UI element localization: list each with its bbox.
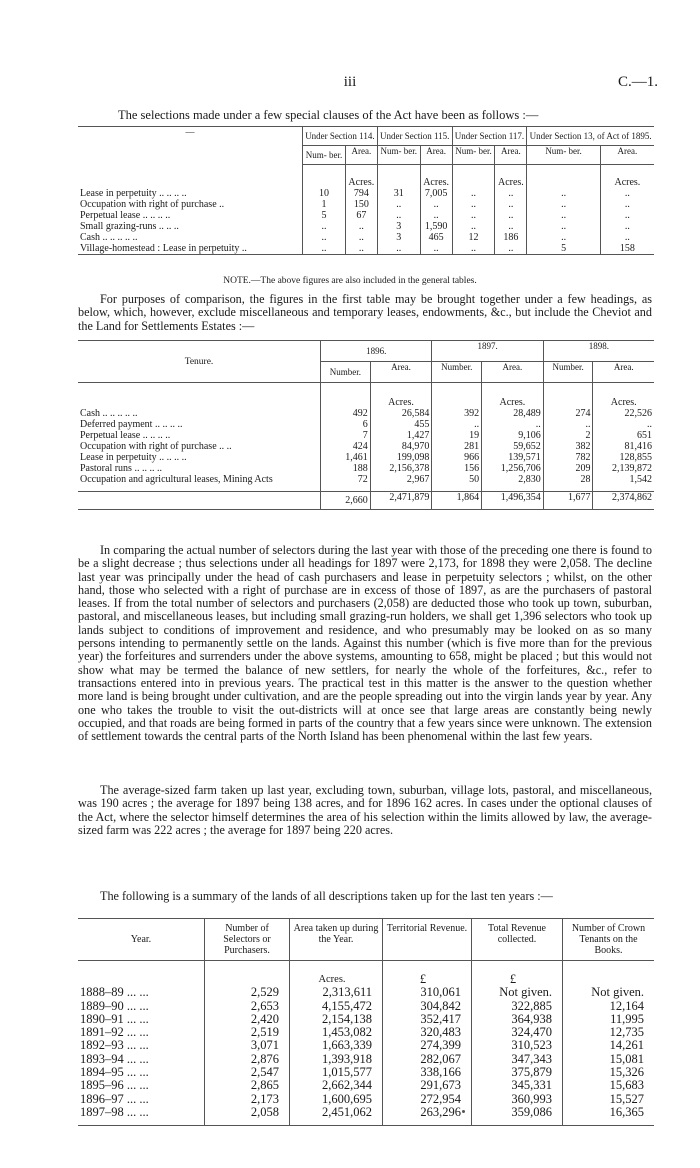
- table-cell: 2,865: [205, 1079, 290, 1092]
- table-cell: ..: [600, 232, 654, 243]
- row-label: Pastoral runs .. .. .. ..: [80, 463, 162, 474]
- table-cell: 19: [432, 430, 482, 441]
- table-cell: 199,098: [370, 452, 432, 463]
- table-cell: ..: [303, 243, 346, 255]
- document-reference: C.—1.: [617, 74, 658, 90]
- col-header: Territorial Revenue.: [383, 919, 472, 961]
- table-cell: 2,154,138: [290, 1013, 383, 1026]
- table-cell: 1,256,706: [482, 463, 544, 474]
- table-cell: 12,735: [563, 1026, 655, 1039]
- table-cell: 360,993: [472, 1093, 563, 1106]
- sub-header: Area.: [370, 362, 432, 383]
- table-row: [78, 452, 654, 463]
- table-cell: 651: [593, 430, 654, 441]
- table-cell: ..: [452, 188, 495, 199]
- table-row: [78, 232, 654, 243]
- average-farm-paragraph: The average-sized farm taken up last year, excluding town, suburban, village lots, pastoral, and miscellaneous, was 190 acres ; the average for 1897 being 138 acres, and for 1896 162 acres. In cases under the optional clauses of the Act, where the selector himself determines the area of his selection within the limits allowed by law, the average-sized farm was 222 acres ; the average for 1897 being 220 acres.: [78, 783, 652, 837]
- table-cell: 281: [432, 441, 482, 452]
- table-cell: 15,527: [563, 1093, 655, 1106]
- year-label: 1893–94 ... ...: [80, 1051, 149, 1066]
- table-cell: 1,015,577: [290, 1066, 383, 1079]
- row-label: Deferred payment .. .. .. ..: [80, 419, 183, 430]
- table-row: [78, 1026, 654, 1039]
- row-label: Perpetual lease .. .. .. ..: [80, 430, 171, 441]
- table-row: [78, 1013, 654, 1026]
- table-cell: 2,173: [205, 1093, 290, 1106]
- intro-text: The selections made under a few special clauses of the Act have been as follows :—: [118, 108, 539, 122]
- table-cell: 9,106: [482, 430, 544, 441]
- table-cell: 158: [600, 243, 654, 255]
- year-header: 1897.: [432, 341, 543, 362]
- col-header: Total Revenue collected.: [472, 919, 563, 961]
- sub-header: Area.: [600, 146, 654, 165]
- table-cell: 31: [377, 188, 420, 199]
- table-cell: 1: [303, 199, 346, 210]
- table-cell: ..: [600, 210, 654, 221]
- table-cell: ..: [303, 221, 346, 232]
- table-cell: 392: [432, 408, 482, 419]
- table-cell: 188: [321, 463, 371, 474]
- table-cell: ..: [420, 243, 452, 255]
- year-label: 1890–91 ... ...: [80, 1011, 149, 1026]
- table-cell: ..: [495, 188, 527, 199]
- table-cell: 2,139,872: [593, 463, 654, 474]
- table-cell: 1,542: [593, 474, 654, 485]
- row-label: Lease in perpetuity .. .. .. ..: [80, 188, 187, 199]
- table-cell: 1,461: [321, 452, 371, 463]
- table-row: [78, 408, 654, 419]
- units-label: £: [383, 961, 472, 987]
- row-label: Small grazing-runs .. .. ..: [80, 221, 179, 232]
- sub-header: Num- ber.: [303, 146, 346, 165]
- table-row: [78, 1079, 654, 1092]
- table-row: [78, 199, 654, 210]
- year-label: 1891–92 ... ...: [80, 1025, 149, 1040]
- table-cell: 794: [345, 188, 377, 199]
- table-cell: 322,885: [472, 1000, 563, 1013]
- units-label: Acres.: [290, 961, 383, 987]
- table-cell: 72: [321, 474, 371, 485]
- table-cell: Not given.: [563, 986, 655, 999]
- table-row: [78, 221, 654, 232]
- total-cell: 2,374,862: [593, 492, 654, 510]
- table-cell: 2,313,611: [290, 986, 383, 999]
- table-cell: ..: [482, 419, 544, 430]
- table-cell: 5: [303, 210, 346, 221]
- units-label: Acres.: [370, 383, 432, 409]
- table-row: [78, 1000, 654, 1013]
- table-cell: 465: [420, 232, 452, 243]
- table-cell: 2,967: [370, 474, 432, 485]
- table-cell: ..: [452, 221, 495, 232]
- table-cell: 424: [321, 441, 371, 452]
- units-label: Acres.: [600, 165, 654, 189]
- table-cell: 59,652: [482, 441, 544, 452]
- table-cell: 2,519: [205, 1026, 290, 1039]
- sub-header: Area.: [420, 146, 452, 165]
- table-cell: ..: [345, 221, 377, 232]
- row-label: Cash .. .. .. .. ..: [80, 408, 138, 419]
- table-cell: ..: [452, 199, 495, 210]
- table-row: [78, 430, 654, 441]
- table-cell: 2,876: [205, 1053, 290, 1066]
- table-cell: 274: [543, 408, 593, 419]
- table-row: [78, 243, 654, 255]
- table-row: [78, 188, 654, 199]
- group-header: Under Section 13, of Act of 1895.: [527, 127, 654, 146]
- table-cell: 50: [432, 474, 482, 485]
- table-cell: 3: [377, 232, 420, 243]
- table-cell: 272,954: [383, 1093, 472, 1106]
- year-label: 1894–95 ... ...: [80, 1065, 149, 1080]
- table-cell: 16,365: [563, 1106, 655, 1119]
- table-cell: 12: [452, 232, 495, 243]
- table-cell: 67: [345, 210, 377, 221]
- table-cell: ..: [495, 221, 527, 232]
- table-cell: 2,547: [205, 1066, 290, 1079]
- table-cell: 26,584: [370, 408, 432, 419]
- table-cell: ..: [600, 188, 654, 199]
- table-cell: ..: [345, 243, 377, 255]
- table-cell: ..: [527, 232, 600, 243]
- table-cell: 338,166: [383, 1066, 472, 1079]
- table-cell: 274,399: [383, 1039, 472, 1052]
- table-cell: 2,451,062: [290, 1106, 383, 1119]
- table-cell: 352,417: [383, 1013, 472, 1026]
- sub-header: Num- ber.: [527, 146, 600, 165]
- table-cell: ..: [420, 210, 452, 221]
- table-cell: ..: [452, 210, 495, 221]
- table-cell: 139,571: [482, 452, 544, 463]
- summary-intro: The following is a summary of the lands of all descriptions taken up for the last ten years :—: [100, 889, 553, 903]
- table-cell: ..: [345, 232, 377, 243]
- table-row: [78, 441, 654, 452]
- table-cell: 310,061: [383, 986, 472, 999]
- table-cell: ..: [527, 188, 600, 199]
- table-cell: 492: [321, 408, 371, 419]
- table-cell: 12,164: [563, 1000, 655, 1013]
- table-cell: ..: [303, 232, 346, 243]
- table-cell: 2,420: [205, 1013, 290, 1026]
- sub-header: Area.: [482, 362, 544, 383]
- table-cell: 15,683: [563, 1079, 655, 1092]
- print-speck: [462, 1110, 465, 1113]
- table-row: [78, 986, 654, 999]
- table-cell: ..: [600, 199, 654, 210]
- col-header: Year.: [78, 919, 205, 961]
- row-label: Village-homestead : Lease in perpetuity ..: [78, 243, 303, 255]
- table-cell: 4,155,472: [290, 1000, 383, 1013]
- year-label: 1897–98 ... ...: [80, 1104, 149, 1119]
- table-cell: ..: [600, 221, 654, 232]
- table-row: [78, 1066, 654, 1079]
- table-cell: 1,393,918: [290, 1053, 383, 1066]
- table-cell: 81,416: [593, 441, 654, 452]
- table-row: [78, 463, 654, 474]
- table-cell: 7: [321, 430, 371, 441]
- table-cell: 347,343: [472, 1053, 563, 1066]
- row-label: Occupation and agricultural leases, Mining Acts: [80, 474, 273, 485]
- table-cell: 1,590: [420, 221, 452, 232]
- table-cell: 455: [370, 419, 432, 430]
- sub-header: Number.: [543, 362, 593, 383]
- table-cell: 156: [432, 463, 482, 474]
- table-cell: ..: [527, 221, 600, 232]
- table-row: [78, 210, 654, 221]
- table-cell: 263,296: [383, 1106, 472, 1119]
- sub-header: Area.: [593, 362, 654, 383]
- table-cell: ..: [527, 199, 600, 210]
- table-row: [78, 1039, 654, 1052]
- selectors-paragraph: In comparing the actual number of selectors during the last year with those of the preceding one there is found to be a slight decrease ; thus selections under all headings for 1897 were 2,173, for 1898 they were 2,058. The decline last year was principally under the head of cash purchasers and lease in perpetuity selectors ; whilst, on the other hand, those who selected with a right of purchase are in excess of those of 1897, as are the purchasers of pastoral leases. If from the total number of selectors and purchasers (2,058) are deducted those who took up town, suburban, pastoral, and miscellaneous leases, but including small grazing-run holders, we shall get 1,396 selectors who took up lands subject to conditions of improvement and residence, and who presumably may be looked on as so many persons intending to permanently settle on the lands. Against this number (which is five more than for the previous year) the forfeitures and surrenders under the above systems, amounting to 658, might be placed ; but this would not show what may be termed the balance of new settlers, for nearly the whole of the forfeitures, &c., refer to transactions entered into in previous years. The practical test in this matter is the answer to the question whether more land is being brought under cultivation, and are the people spreading out into the virgin lands year by year. Any one who takes the trouble to visit the out-districts will at once see that large areas are constantly being newly occupied, and that roads are being formed in parts of the country that a few years since were unknown. The extension of settlement towards the central parts of the North Island has been phenomenal within the last few years.: [78, 543, 652, 744]
- table-row: [78, 1093, 654, 1106]
- table-cell: ..: [377, 210, 420, 221]
- table-cell: 3: [377, 221, 420, 232]
- special-clauses-table: [78, 126, 654, 255]
- table-cell: 2,653: [205, 1000, 290, 1013]
- units-label: £: [472, 961, 563, 987]
- units-label: Acres.: [420, 165, 452, 189]
- sub-header: Area.: [345, 146, 377, 165]
- table-cell: ..: [495, 243, 527, 255]
- table-cell: 5: [527, 243, 600, 255]
- units-label: Acres.: [345, 165, 377, 189]
- page-number: iii: [343, 74, 357, 90]
- sub-header: Number.: [321, 362, 371, 383]
- table-cell: Not given.: [472, 986, 563, 999]
- total-cell: 2,660: [321, 492, 371, 510]
- year-header: 1898.: [543, 341, 654, 362]
- tenure-table: [78, 340, 654, 510]
- col-header: Number of Crown Tenants on the Books.: [563, 919, 655, 961]
- sub-header: Num- ber.: [377, 146, 420, 165]
- group-header: Under Section 114.: [303, 127, 378, 146]
- table-cell: 364,938: [472, 1013, 563, 1026]
- table-cell: ..: [543, 419, 593, 430]
- table-cell: 22,526: [593, 408, 654, 419]
- table-cell: 186: [495, 232, 527, 243]
- table-cell: 782: [543, 452, 593, 463]
- table-cell: 11,995: [563, 1013, 655, 1026]
- table-cell: 15,081: [563, 1053, 655, 1066]
- comparison-paragraph: For purposes of comparison, the figures in the first table may be brought together under a few headings, as below, which, however, exclude miscellaneous and temporary leases, endowments, &c., but include the Cheviot and the Land for Settlements Estates :—: [78, 292, 652, 333]
- table-cell: 345,331: [472, 1079, 563, 1092]
- table-cell: 2,058: [205, 1106, 290, 1119]
- table-cell: 359,086: [472, 1106, 563, 1119]
- table-cell: 1,427: [370, 430, 432, 441]
- table-cell: 966: [432, 452, 482, 463]
- row-label: Perpetual lease .. .. .. ..: [80, 210, 171, 221]
- year-label: 1896–97 ... ...: [80, 1091, 149, 1106]
- table-cell: 209: [543, 463, 593, 474]
- table-cell: ..: [377, 243, 420, 255]
- table-cell: 282,067: [383, 1053, 472, 1066]
- table-row: [78, 419, 654, 430]
- table-cell: 10: [303, 188, 346, 199]
- table-cell: 150: [345, 199, 377, 210]
- totals-row: [78, 492, 654, 510]
- table-cell: ..: [432, 419, 482, 430]
- table-cell: 2,830: [482, 474, 544, 485]
- group-header: Under Section 117.: [452, 127, 527, 146]
- table-cell: ..: [495, 210, 527, 221]
- table-cell: 2,529: [205, 986, 290, 999]
- table-cell: 2,156,378: [370, 463, 432, 474]
- sub-header: Area.: [495, 146, 527, 165]
- row-label: Occupation with right of purchase .. ..: [80, 441, 232, 452]
- year-label: 1892–93 ... ...: [80, 1038, 149, 1053]
- sub-header: Num- ber.: [452, 146, 495, 165]
- table-cell: 375,879: [472, 1066, 563, 1079]
- table-row: [78, 1053, 654, 1066]
- table-cell: 324,470: [472, 1026, 563, 1039]
- units-label: Acres.: [593, 383, 654, 409]
- table-cell: 291,673: [383, 1079, 472, 1092]
- units-label: Acres.: [495, 165, 527, 189]
- table-cell: 14,261: [563, 1039, 655, 1052]
- row-label: Occupation with right of purchase ..: [80, 199, 225, 210]
- table-cell: 304,842: [383, 1000, 472, 1013]
- ten-year-summary-table: [78, 918, 654, 1126]
- table-cell: 7,005: [420, 188, 452, 199]
- table-cell: 1,600,695: [290, 1093, 383, 1106]
- table-cell: 128,855: [593, 452, 654, 463]
- table-cell: ..: [452, 243, 495, 255]
- table-cell: 3,071: [205, 1039, 290, 1052]
- year-header: 1896.: [321, 341, 432, 362]
- row-label: Cash .. .. .. .. ..: [80, 232, 138, 243]
- table-cell: 6: [321, 419, 371, 430]
- total-cell: 1,496,354: [482, 492, 544, 510]
- table-row: [78, 1106, 654, 1119]
- tenure-header: Tenure.: [78, 341, 321, 383]
- col-header: Area taken up during the Year.: [290, 919, 383, 961]
- total-cell: 1,864: [432, 492, 482, 510]
- table-cell: ..: [377, 199, 420, 210]
- table-cell: 310,523: [472, 1039, 563, 1052]
- table-cell: ..: [593, 419, 654, 430]
- table-cell: ..: [420, 199, 452, 210]
- year-label: 1889–90 ... ...: [80, 998, 149, 1013]
- row-label: Lease in perpetuity .. .. .. ..: [80, 452, 187, 463]
- group-header: Under Section 115.: [377, 127, 452, 146]
- year-label: 1888–89 ... ...: [80, 985, 149, 1000]
- table-cell: 1,663,339: [290, 1039, 383, 1052]
- table-cell: 2,662,344: [290, 1079, 383, 1092]
- table-cell: 382: [543, 441, 593, 452]
- col-header: Number of Selectors or Purchasers.: [205, 919, 290, 961]
- table-note: NOTE.—The above figures are also included in the general tables.: [223, 276, 477, 286]
- year-label: 1895–96 ... ...: [80, 1078, 149, 1093]
- total-cell: 1,677: [543, 492, 593, 510]
- table-cell: 28,489: [482, 408, 544, 419]
- table-cell: 15,326: [563, 1066, 655, 1079]
- total-cell: 2,471,879: [370, 492, 432, 510]
- units-label: Acres.: [482, 383, 544, 409]
- table-cell: 1,453,082: [290, 1026, 383, 1039]
- table-cell: ..: [527, 210, 600, 221]
- table-cell: 320,483: [383, 1026, 472, 1039]
- table-cell: 2: [543, 430, 593, 441]
- table-cell: ..: [495, 199, 527, 210]
- table-cell: 28: [543, 474, 593, 485]
- sub-header: Number.: [432, 362, 482, 383]
- table-bottom-rule: [78, 1119, 654, 1126]
- table-row: [78, 474, 654, 485]
- table-cell: 84,970: [370, 441, 432, 452]
- blank-header: —: [185, 127, 195, 137]
